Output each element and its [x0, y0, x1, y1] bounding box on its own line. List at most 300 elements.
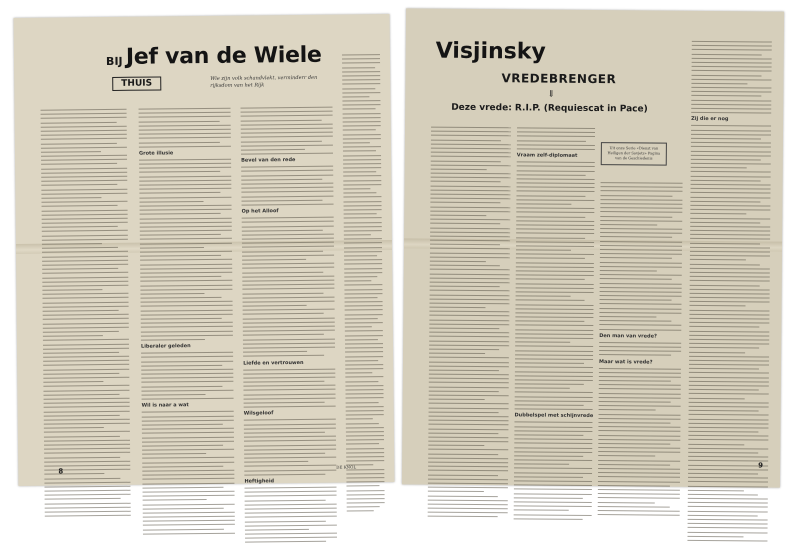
text-line	[689, 322, 769, 324]
text-line	[41, 142, 117, 144]
text-line	[245, 537, 337, 539]
text-line	[688, 448, 768, 450]
text-line	[243, 385, 335, 387]
text-line	[346, 444, 379, 445]
text-line	[140, 242, 232, 244]
text-line	[345, 385, 383, 386]
text-line	[242, 254, 334, 256]
text-line	[688, 510, 768, 512]
text-line	[241, 149, 305, 151]
text-line	[243, 313, 324, 315]
text-line	[44, 406, 130, 408]
text-line	[598, 464, 670, 466]
text-line	[142, 398, 234, 400]
text-line	[242, 271, 323, 273]
text-line	[140, 251, 232, 253]
text-line	[44, 461, 130, 463]
text-line	[140, 213, 221, 215]
text-line	[242, 296, 334, 298]
text-line	[41, 121, 117, 123]
left-column-3	[241, 107, 337, 485]
text-line	[141, 360, 233, 362]
text-line	[690, 255, 770, 257]
text-line	[431, 135, 511, 137]
text-line	[598, 493, 680, 495]
text-line	[143, 528, 224, 530]
text-line	[244, 474, 325, 476]
text-line	[142, 478, 234, 480]
text-line	[691, 163, 771, 165]
text-line	[142, 436, 234, 438]
text-line	[600, 278, 672, 280]
text-line	[42, 247, 118, 249]
text-line	[345, 318, 378, 319]
text-line	[516, 233, 594, 235]
text-line	[688, 523, 768, 525]
text-line	[44, 473, 104, 475]
text-line	[142, 428, 234, 430]
text-line	[688, 456, 768, 458]
text-line	[691, 188, 771, 190]
text-line	[42, 205, 118, 207]
text-line	[42, 213, 128, 215]
text-line	[598, 451, 680, 453]
text-line	[345, 351, 383, 352]
text-line	[45, 498, 121, 500]
text-line	[689, 326, 759, 328]
text-line	[140, 267, 232, 269]
text-line	[343, 171, 376, 172]
text-line	[140, 259, 232, 261]
text-line	[429, 311, 509, 313]
text-line	[516, 270, 594, 272]
text-line	[41, 109, 127, 111]
text-line	[141, 352, 233, 354]
right-column-4	[688, 41, 772, 470]
text-line	[600, 266, 682, 268]
text-line	[242, 221, 334, 223]
text-line	[430, 252, 510, 254]
text-line	[692, 66, 772, 68]
text-line	[43, 373, 119, 375]
text-line	[344, 272, 382, 273]
text-line	[514, 430, 592, 432]
text-line	[517, 148, 595, 150]
text-line	[688, 427, 768, 429]
text-line	[43, 310, 119, 312]
text-line	[41, 172, 127, 174]
text-line	[689, 351, 745, 352]
text-line	[343, 151, 376, 152]
text-line	[245, 516, 337, 518]
text-line	[45, 494, 131, 496]
text-line	[428, 424, 508, 426]
text-line	[598, 439, 680, 441]
text-line	[515, 371, 593, 373]
text-line	[430, 244, 500, 246]
text-line	[692, 62, 772, 64]
text-line	[345, 372, 372, 373]
text-line	[429, 378, 509, 380]
text-line	[45, 515, 131, 517]
text-line	[243, 381, 324, 383]
text-line	[347, 511, 374, 512]
text-line	[431, 164, 511, 166]
text-line	[44, 427, 104, 429]
text-line	[516, 300, 585, 302]
text-line	[514, 505, 592, 507]
text-line	[515, 316, 593, 318]
text-line	[690, 297, 770, 299]
text-line	[143, 512, 235, 514]
text-line	[688, 452, 758, 454]
text-line	[244, 453, 325, 455]
text-line	[42, 218, 128, 220]
text-line	[692, 70, 772, 72]
text-line	[141, 365, 222, 367]
text-line	[689, 360, 769, 362]
text-line	[689, 314, 769, 316]
text-line	[431, 173, 511, 175]
text-line	[139, 201, 203, 203]
text-line	[691, 83, 747, 84]
text-line	[346, 452, 384, 453]
text-line	[244, 440, 336, 442]
text-line	[139, 145, 231, 147]
text-line	[599, 368, 681, 370]
text-line	[346, 460, 384, 461]
text-line	[243, 347, 335, 349]
text-line	[41, 155, 127, 157]
text-line	[139, 112, 231, 114]
text-line	[689, 397, 745, 398]
text-line	[430, 219, 510, 221]
text-line	[430, 235, 510, 237]
text-line	[516, 212, 594, 214]
text-line	[143, 520, 235, 522]
text-line	[429, 328, 499, 330]
text-line	[344, 284, 382, 285]
text-line	[599, 388, 681, 390]
right-subhead: Zij die er nog	[691, 116, 729, 123]
text-line	[44, 402, 130, 404]
text-line	[692, 74, 762, 76]
text-line	[516, 262, 594, 264]
text-line	[689, 389, 759, 391]
text-line	[343, 134, 381, 135]
text-line	[516, 216, 585, 218]
text-line	[690, 293, 770, 295]
text-line	[689, 309, 769, 311]
text-line	[428, 516, 498, 518]
text-line	[41, 176, 127, 178]
text-line	[429, 340, 509, 342]
text-line	[691, 184, 771, 186]
text-line	[514, 464, 569, 465]
text-line	[689, 364, 769, 366]
text-line	[244, 448, 336, 450]
text-line	[691, 79, 771, 81]
text-line	[515, 358, 593, 360]
text-line	[516, 266, 594, 268]
text-line	[243, 301, 335, 303]
text-line	[345, 301, 383, 302]
text-line	[690, 205, 770, 207]
down-arrow-icon: ⇓	[547, 89, 555, 100]
text-line	[344, 222, 382, 223]
text-line	[690, 217, 770, 219]
text-line	[514, 485, 592, 487]
text-line	[428, 512, 508, 514]
text-line	[431, 185, 511, 187]
text-line	[687, 536, 743, 537]
text-line	[428, 453, 498, 455]
text-line	[343, 159, 381, 160]
text-line	[42, 255, 128, 257]
text-line	[43, 385, 129, 387]
text-line	[515, 400, 593, 402]
text-line	[515, 409, 593, 411]
text-line	[42, 243, 102, 245]
text-line	[343, 113, 381, 114]
text-line	[243, 330, 335, 332]
text-line	[429, 403, 509, 405]
text-line	[430, 210, 510, 212]
text-line	[515, 354, 593, 356]
text-line	[242, 217, 334, 219]
text-line	[141, 339, 205, 341]
text-line	[241, 132, 333, 134]
text-line	[244, 423, 336, 425]
text-line	[244, 457, 336, 459]
text-line	[44, 415, 120, 417]
text-line	[139, 163, 231, 165]
right-column-3	[598, 182, 682, 469]
left-column-4	[342, 54, 384, 462]
text-line	[598, 430, 680, 432]
text-line	[690, 213, 746, 214]
text-line	[347, 498, 385, 499]
text-line	[428, 432, 498, 434]
text-line	[346, 393, 384, 394]
text-line	[346, 410, 384, 411]
text-line	[690, 251, 770, 253]
text-line	[241, 107, 333, 109]
text-line	[516, 224, 594, 226]
text-line	[141, 314, 233, 316]
text-line	[244, 432, 325, 434]
text-line	[514, 489, 592, 491]
text-line	[344, 217, 382, 218]
text-line	[241, 179, 322, 181]
text-line	[345, 377, 383, 378]
text-line	[43, 314, 129, 316]
text-line	[142, 466, 223, 468]
text-line	[691, 134, 771, 136]
text-line	[143, 524, 235, 526]
text-line	[243, 309, 335, 311]
text-line	[689, 406, 769, 408]
left-subhead: Heftigheid	[244, 478, 275, 485]
text-line	[598, 502, 655, 504]
text-line	[431, 181, 501, 183]
text-line	[515, 321, 584, 323]
text-line	[143, 495, 235, 497]
text-line	[344, 213, 377, 214]
text-line	[515, 388, 570, 389]
text-line	[42, 239, 128, 241]
text-line	[516, 220, 594, 222]
text-line	[515, 350, 593, 352]
text-line	[41, 126, 127, 128]
text-line	[41, 117, 127, 119]
left-footer-note: DE KNOL	[336, 464, 357, 470]
text-line	[599, 380, 671, 382]
text-line	[42, 280, 128, 282]
text-line	[139, 116, 231, 118]
text-line	[691, 167, 747, 168]
text-line	[243, 351, 307, 353]
text-line	[690, 192, 770, 194]
text-line	[691, 91, 771, 93]
text-line	[689, 356, 769, 358]
text-line	[142, 415, 234, 417]
text-line	[242, 229, 323, 231]
text-line	[43, 339, 129, 341]
text-line	[429, 369, 499, 371]
right-title: Visjinsky	[435, 38, 546, 65]
text-line	[244, 487, 336, 489]
text-line	[516, 237, 585, 239]
text-line	[598, 481, 680, 483]
text-line	[343, 130, 376, 131]
text-line	[431, 148, 511, 150]
text-line	[428, 466, 508, 468]
text-line	[345, 335, 383, 336]
text-line	[345, 314, 383, 315]
left-subtitle: Wie zijn volk schandvlekt, verminderr den rijksdom van het Rijk	[210, 74, 318, 89]
text-line	[344, 247, 382, 248]
text-line	[140, 263, 232, 265]
text-line	[601, 186, 683, 188]
text-line	[43, 335, 103, 337]
left-subhead: Bevel van den rede	[241, 157, 296, 164]
text-line	[689, 418, 769, 420]
text-line	[143, 533, 235, 535]
right-subhead: Maar wat is vrede?	[598, 358, 653, 366]
text-line	[242, 234, 334, 236]
text-line	[690, 238, 770, 240]
text-line	[692, 53, 762, 55]
text-line	[41, 159, 127, 161]
text-line	[599, 308, 681, 310]
text-line	[245, 491, 337, 493]
text-line	[342, 75, 380, 76]
text-line	[241, 174, 333, 176]
text-line	[42, 209, 128, 211]
text-line	[691, 108, 771, 110]
right-subhead: Den man van vrede?	[599, 332, 657, 340]
text-line	[141, 373, 233, 375]
text-line	[515, 325, 593, 327]
text-line	[688, 531, 768, 533]
text-line	[690, 222, 760, 224]
text-line	[242, 204, 334, 206]
text-line	[690, 259, 746, 260]
text-line	[690, 280, 770, 282]
text-line	[139, 108, 231, 110]
text-line	[43, 347, 129, 349]
text-line	[141, 390, 233, 392]
text-line	[690, 284, 760, 286]
text-line	[690, 242, 760, 244]
text-line	[515, 346, 593, 348]
text-line	[599, 376, 681, 378]
text-line	[514, 493, 592, 495]
text-line	[41, 113, 127, 115]
text-line	[140, 217, 232, 219]
text-line	[600, 211, 682, 213]
text-line	[429, 361, 509, 363]
text-line	[688, 460, 768, 462]
text-line	[600, 249, 682, 251]
text-line	[515, 329, 593, 331]
text-line	[142, 453, 206, 455]
text-line	[140, 276, 221, 278]
text-line	[43, 368, 129, 370]
text-line	[428, 499, 508, 501]
text-line	[429, 407, 509, 409]
text-line	[342, 54, 380, 55]
text-line	[689, 343, 769, 345]
text-line	[517, 140, 586, 142]
text-line	[598, 489, 680, 491]
text-line	[42, 297, 128, 299]
text-line	[690, 263, 760, 265]
text-line	[515, 333, 593, 335]
text-line	[345, 356, 383, 357]
text-line	[41, 146, 127, 148]
text-line	[245, 533, 337, 535]
text-line	[241, 140, 322, 142]
text-line	[514, 455, 583, 457]
text-line	[346, 439, 384, 440]
text-line	[43, 306, 129, 308]
text-line	[428, 483, 508, 485]
text-line	[44, 394, 120, 396]
text-line	[139, 133, 231, 135]
text-line	[688, 439, 768, 441]
text-line	[690, 234, 770, 236]
text-line	[142, 487, 223, 489]
right-inset-box: Uit onze Serie «Dienst van Heiligen der Sovjets» Pagina van de Geschiedenis	[601, 142, 667, 166]
left-title-name: Jef van de Wiele	[125, 42, 322, 70]
text-line	[430, 206, 510, 208]
text-line	[430, 248, 510, 250]
text-line	[688, 464, 768, 466]
text-line	[691, 87, 771, 89]
text-line	[344, 230, 382, 231]
text-line	[599, 401, 671, 403]
text-line	[430, 277, 510, 279]
text-line	[245, 520, 326, 522]
text-line	[515, 392, 593, 394]
text-line	[142, 440, 234, 442]
text-line	[139, 141, 220, 143]
text-line	[344, 259, 382, 260]
text-line	[345, 305, 383, 306]
text-line	[140, 221, 232, 223]
